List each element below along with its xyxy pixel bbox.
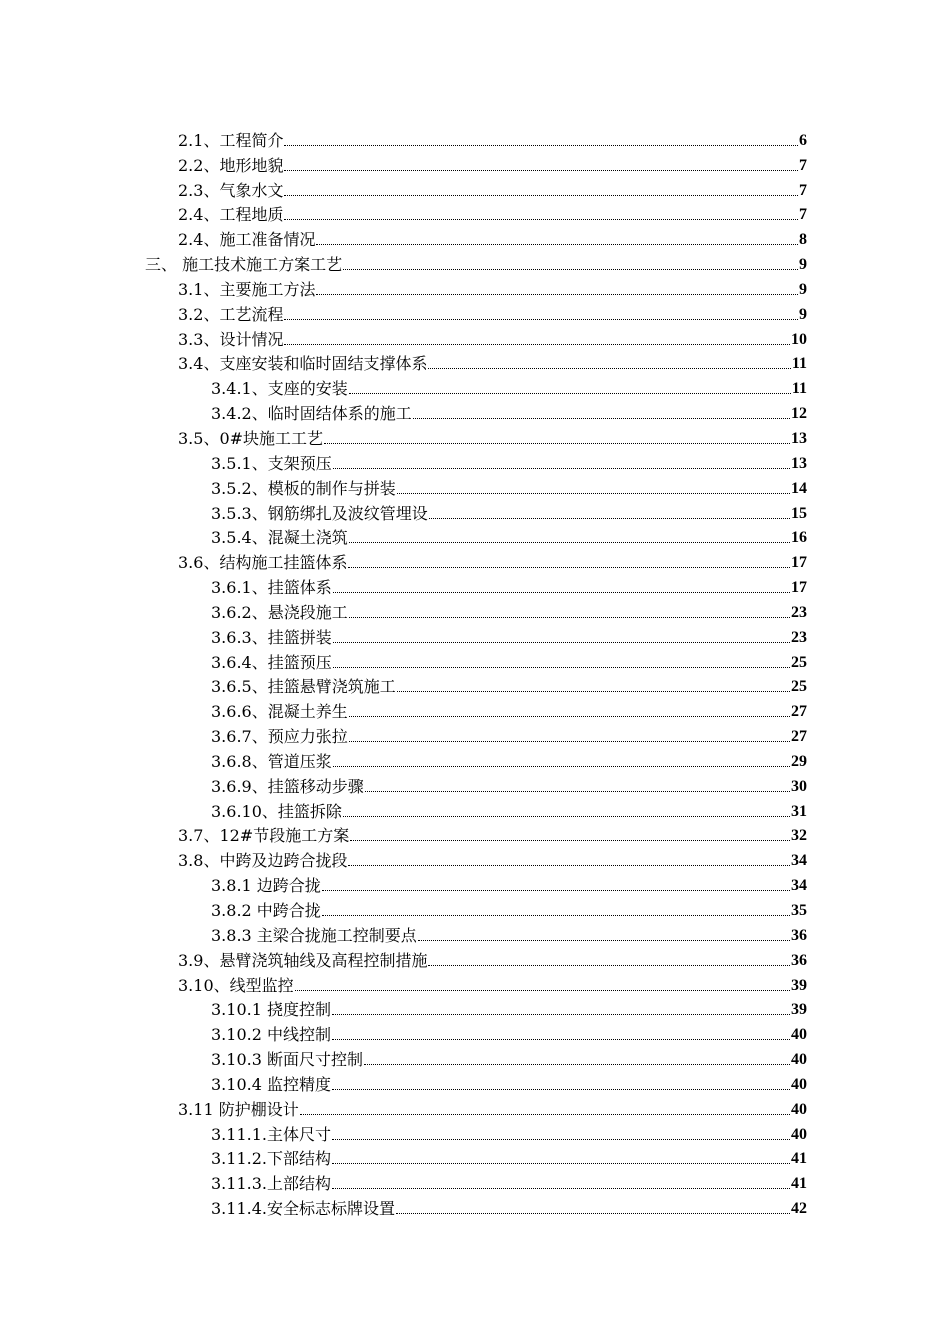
toc-entry[interactable] xyxy=(0,299,950,324)
toc-entry[interactable] xyxy=(0,1193,950,1218)
toc-entry-title: 3.8.1 边跨合拢 xyxy=(211,876,321,896)
toc-entry-title: 3.6.10、挂篮拆除 xyxy=(211,801,342,821)
toc-entry[interactable] xyxy=(0,746,950,771)
dot-leader xyxy=(284,343,790,345)
toc-entry[interactable] xyxy=(0,1144,950,1169)
dot-leader xyxy=(332,1088,790,1090)
dot-leader xyxy=(349,541,790,543)
toc-entry-page-number: 23 xyxy=(791,603,807,621)
toc-entry-page-number: 14 xyxy=(791,479,807,497)
toc-entry-page-number: 42 xyxy=(791,1200,807,1218)
dot-leader xyxy=(413,417,790,419)
toc-entry-title: 3.10.1 挠度控制 xyxy=(211,1000,331,1020)
toc-entry-title: 3.3、设计情况 xyxy=(178,329,284,349)
dot-leader xyxy=(332,1187,790,1189)
toc-entry-page-number: 39 xyxy=(791,976,807,994)
toc-entry[interactable] xyxy=(0,150,950,175)
toc-entry[interactable] xyxy=(0,224,950,249)
dot-leader xyxy=(365,790,790,792)
dot-leader xyxy=(428,964,790,966)
toc-entry-page-number: 40 xyxy=(791,1051,807,1069)
toc-entry[interactable] xyxy=(0,920,950,945)
toc-entry[interactable] xyxy=(0,324,950,349)
dot-leader xyxy=(284,169,798,171)
toc-entry[interactable] xyxy=(0,448,950,473)
dot-leader xyxy=(343,815,790,817)
dot-leader xyxy=(300,1113,790,1115)
toc-entry-page-number: 41 xyxy=(791,1175,807,1193)
toc-entry-page-number: 25 xyxy=(791,678,807,696)
toc-entry-title: 3.1、主要施工方法 xyxy=(178,279,316,299)
dot-leader xyxy=(322,889,790,891)
toc-entry[interactable] xyxy=(0,398,950,423)
toc-entry-title: 3.6.5、挂篮悬臂浇筑施工 xyxy=(211,677,396,697)
toc-entry[interactable] xyxy=(0,622,950,647)
toc-entry-page-number: 35 xyxy=(791,902,807,919)
toc-entry-page-number: 32 xyxy=(791,827,807,845)
toc-entry-title: 3.6.1、挂篮体系 xyxy=(211,578,332,598)
toc-entry-page-number: 23 xyxy=(791,628,807,646)
dot-leader xyxy=(349,616,790,618)
toc-entry[interactable] xyxy=(0,1168,950,1193)
toc-entry-page-number: 40 xyxy=(791,1125,807,1143)
toc-entry-page-number: 31 xyxy=(791,802,807,820)
dot-leader xyxy=(333,591,790,593)
toc-entry[interactable] xyxy=(0,1119,950,1144)
toc-entry[interactable] xyxy=(0,1069,950,1094)
toc-entry[interactable] xyxy=(0,523,950,548)
dot-leader xyxy=(322,914,790,916)
toc-entry-title: 3.9、悬臂浇筑轴线及高程控制措施 xyxy=(178,950,428,970)
toc-entry[interactable] xyxy=(0,373,950,398)
dot-leader xyxy=(418,939,790,941)
dot-leader xyxy=(396,1212,790,1214)
toc-entry-page-number: 6 xyxy=(799,131,807,149)
toc-entry-title: 3.10.3 断面尺寸控制 xyxy=(211,1050,363,1070)
toc-entry[interactable] xyxy=(0,1094,950,1119)
toc-entry-page-number: 8 xyxy=(799,231,807,249)
toc-entry-title: 3.6.7、预应力张拉 xyxy=(211,727,348,747)
toc-entry[interactable] xyxy=(0,895,950,920)
toc-entry-title: 3.6.4、挂篮预压 xyxy=(211,652,332,672)
dot-leader xyxy=(333,467,790,469)
toc-entry-page-number: 25 xyxy=(791,653,807,671)
toc-entry-page-number: 9 xyxy=(799,305,807,323)
toc-entry-title: 3.6.6、混凝土养生 xyxy=(211,702,348,722)
toc-entry-page-number: 27 xyxy=(791,703,807,721)
toc-entry[interactable] xyxy=(0,175,950,200)
toc-entry-title: 3.11.3.上部结构 xyxy=(211,1174,331,1194)
dot-leader xyxy=(333,641,790,643)
dot-leader xyxy=(429,517,790,519)
toc-entry-title: 3.5.3、钢筋绑扎及波纹管埋设 xyxy=(211,503,428,523)
toc-entry-page-number: 41 xyxy=(791,1150,807,1168)
toc-entry[interactable] xyxy=(0,274,950,299)
dot-leader xyxy=(284,218,798,220)
toc-entry[interactable] xyxy=(0,821,950,846)
toc-entry[interactable] xyxy=(0,473,950,498)
toc-entry-title: 3.6.9、挂篮移动步骤 xyxy=(211,776,364,796)
toc-entry-title: 3.2、工艺流程 xyxy=(178,304,284,324)
dot-leader xyxy=(364,1063,790,1065)
toc-entry[interactable] xyxy=(0,995,950,1020)
toc-entry-page-number: 17 xyxy=(791,554,807,572)
toc-entry-page-number: 40 xyxy=(791,1075,807,1093)
toc-entry-page-number: 39 xyxy=(791,1001,807,1019)
toc-entry-page-number: 29 xyxy=(791,752,807,770)
dot-leader xyxy=(284,144,798,146)
toc-entry-title: 3.6.2、悬浇段施工 xyxy=(211,602,348,622)
toc-entry[interactable] xyxy=(0,597,950,622)
table-of-contents xyxy=(0,125,950,1218)
toc-entry-page-number: 7 xyxy=(799,206,807,224)
toc-entry[interactable] xyxy=(0,1044,950,1069)
toc-entry[interactable] xyxy=(0,200,950,225)
toc-entry-page-number: 16 xyxy=(791,529,807,547)
toc-entry[interactable] xyxy=(0,696,950,721)
toc-entry-page-number: 9 xyxy=(799,280,807,298)
toc-entry-title: 3.10.2 中线控制 xyxy=(211,1025,331,1045)
toc-entry-page-number: 13 xyxy=(791,429,807,447)
toc-entry-title: 3.8、中跨及边跨合拢段 xyxy=(178,851,348,871)
toc-entry[interactable] xyxy=(0,796,950,821)
toc-entry-title: 3.6、结构施工挂篮体系 xyxy=(178,553,348,573)
toc-entry-title: 3.8.3 主梁合拢施工控制要点 xyxy=(211,925,417,945)
toc-entry[interactable] xyxy=(0,870,950,895)
dot-leader xyxy=(333,765,790,767)
toc-entry-title: 2.3、气象水文 xyxy=(178,180,284,200)
dot-leader xyxy=(324,442,790,444)
toc-entry-title: 3.11 防护棚设计 xyxy=(178,1099,299,1119)
toc-entry-title: 3.8.2 中跨合拢 xyxy=(211,901,321,920)
toc-entry[interactable] xyxy=(0,672,950,697)
dot-leader xyxy=(397,690,790,692)
toc-entry[interactable] xyxy=(0,970,950,995)
dot-leader xyxy=(348,566,790,568)
toc-entry[interactable] xyxy=(0,845,950,870)
toc-entry[interactable] xyxy=(0,647,950,672)
toc-entry-title: 3.6.3、挂篮拼装 xyxy=(211,627,332,647)
toc-entry-title: 三、 施工技术施工方案工艺 xyxy=(145,255,343,275)
toc-entry[interactable] xyxy=(0,349,950,374)
toc-entry-page-number: 11 xyxy=(791,380,807,398)
dot-leader xyxy=(332,1138,790,1140)
toc-entry-page-number: 7 xyxy=(799,156,807,174)
toc-entry[interactable] xyxy=(0,1019,950,1044)
toc-entry-page-number: 12 xyxy=(791,405,807,423)
toc-entry[interactable] xyxy=(0,547,950,572)
dot-leader xyxy=(349,715,790,717)
dot-leader xyxy=(348,864,790,866)
toc-entry-title: 3.4、支座安装和临时固结支撑体系 xyxy=(178,354,428,374)
dot-leader xyxy=(349,392,791,394)
dot-leader xyxy=(316,243,798,245)
toc-entry-title: 3.6.8、管道压浆 xyxy=(211,751,332,771)
toc-entry-title: 3.5.2、模板的制作与拼装 xyxy=(211,478,396,498)
dot-leader xyxy=(428,367,790,369)
dot-leader xyxy=(333,666,790,668)
toc-entry-page-number: 40 xyxy=(791,1026,807,1044)
toc-entry[interactable] xyxy=(0,249,950,274)
toc-entry-title: 3.5.4、混凝土浇筑 xyxy=(211,528,348,548)
toc-entry[interactable] xyxy=(0,423,950,448)
toc-entry-page-number: 40 xyxy=(791,1100,807,1118)
toc-entry-title: 3.5、0#块施工工艺 xyxy=(178,428,324,448)
toc-entry-page-number: 27 xyxy=(791,728,807,746)
toc-entry-page-number: 9 xyxy=(799,256,807,274)
toc-entry-title: 3.7、12#节段施工方案 xyxy=(178,826,350,846)
toc-entry-page-number: 36 xyxy=(791,951,807,969)
toc-entry-title: 3.5.1、支架预压 xyxy=(211,453,332,473)
dot-leader xyxy=(349,740,790,742)
toc-entry-page-number: 30 xyxy=(791,777,807,795)
toc-entry-title: 3.10.4 监控精度 xyxy=(211,1074,331,1094)
toc-entry-title: 2.2、地形地貌 xyxy=(178,155,284,175)
toc-entry-page-number: 10 xyxy=(791,330,807,348)
toc-entry-title: 3.11.1.主体尺寸 xyxy=(211,1124,331,1144)
toc-entry-page-number: 36 xyxy=(791,926,807,944)
toc-entry-title: 2.1、工程简介 xyxy=(178,130,284,150)
dot-leader xyxy=(284,318,798,320)
toc-entry-page-number: 11 xyxy=(791,355,807,373)
toc-entry-title: 3.11.4.安全标志标牌设置 xyxy=(211,1199,395,1219)
dot-leader xyxy=(332,1038,790,1040)
toc-entry-title: 3.4.1、支座的安装 xyxy=(211,379,348,399)
toc-entry[interactable] xyxy=(0,572,950,597)
toc-entry-title: 2.4、工程地质 xyxy=(178,205,284,225)
toc-entry-page-number: 34 xyxy=(791,852,807,870)
toc-entry[interactable] xyxy=(0,721,950,746)
dot-leader xyxy=(343,268,798,270)
toc-entry[interactable] xyxy=(0,945,950,970)
toc-entry-page-number: 34 xyxy=(791,877,807,895)
toc-entry-title: 3.4.2、临时固结体系的施工 xyxy=(211,404,412,424)
toc-entry-page-number: 15 xyxy=(791,504,807,522)
toc-entry[interactable] xyxy=(0,771,950,796)
toc-entry-title: 2.4、施工准备情况 xyxy=(178,230,316,250)
dot-leader xyxy=(316,293,798,295)
dot-leader xyxy=(295,989,790,991)
dot-leader xyxy=(350,839,790,841)
dot-leader xyxy=(397,492,790,494)
toc-entry-title: 3.10、线型监控 xyxy=(178,975,294,995)
toc-entry-page-number: 7 xyxy=(799,181,807,199)
dot-leader xyxy=(284,194,798,196)
toc-entry[interactable] xyxy=(0,498,950,523)
dot-leader xyxy=(332,1013,790,1015)
toc-entry-page-number: 13 xyxy=(791,454,807,472)
toc-entry-title: 3.11.2.下部结构 xyxy=(211,1149,331,1169)
toc-entry-page-number: 17 xyxy=(791,579,807,597)
toc-entry[interactable] xyxy=(0,125,950,150)
dot-leader xyxy=(332,1162,790,1164)
